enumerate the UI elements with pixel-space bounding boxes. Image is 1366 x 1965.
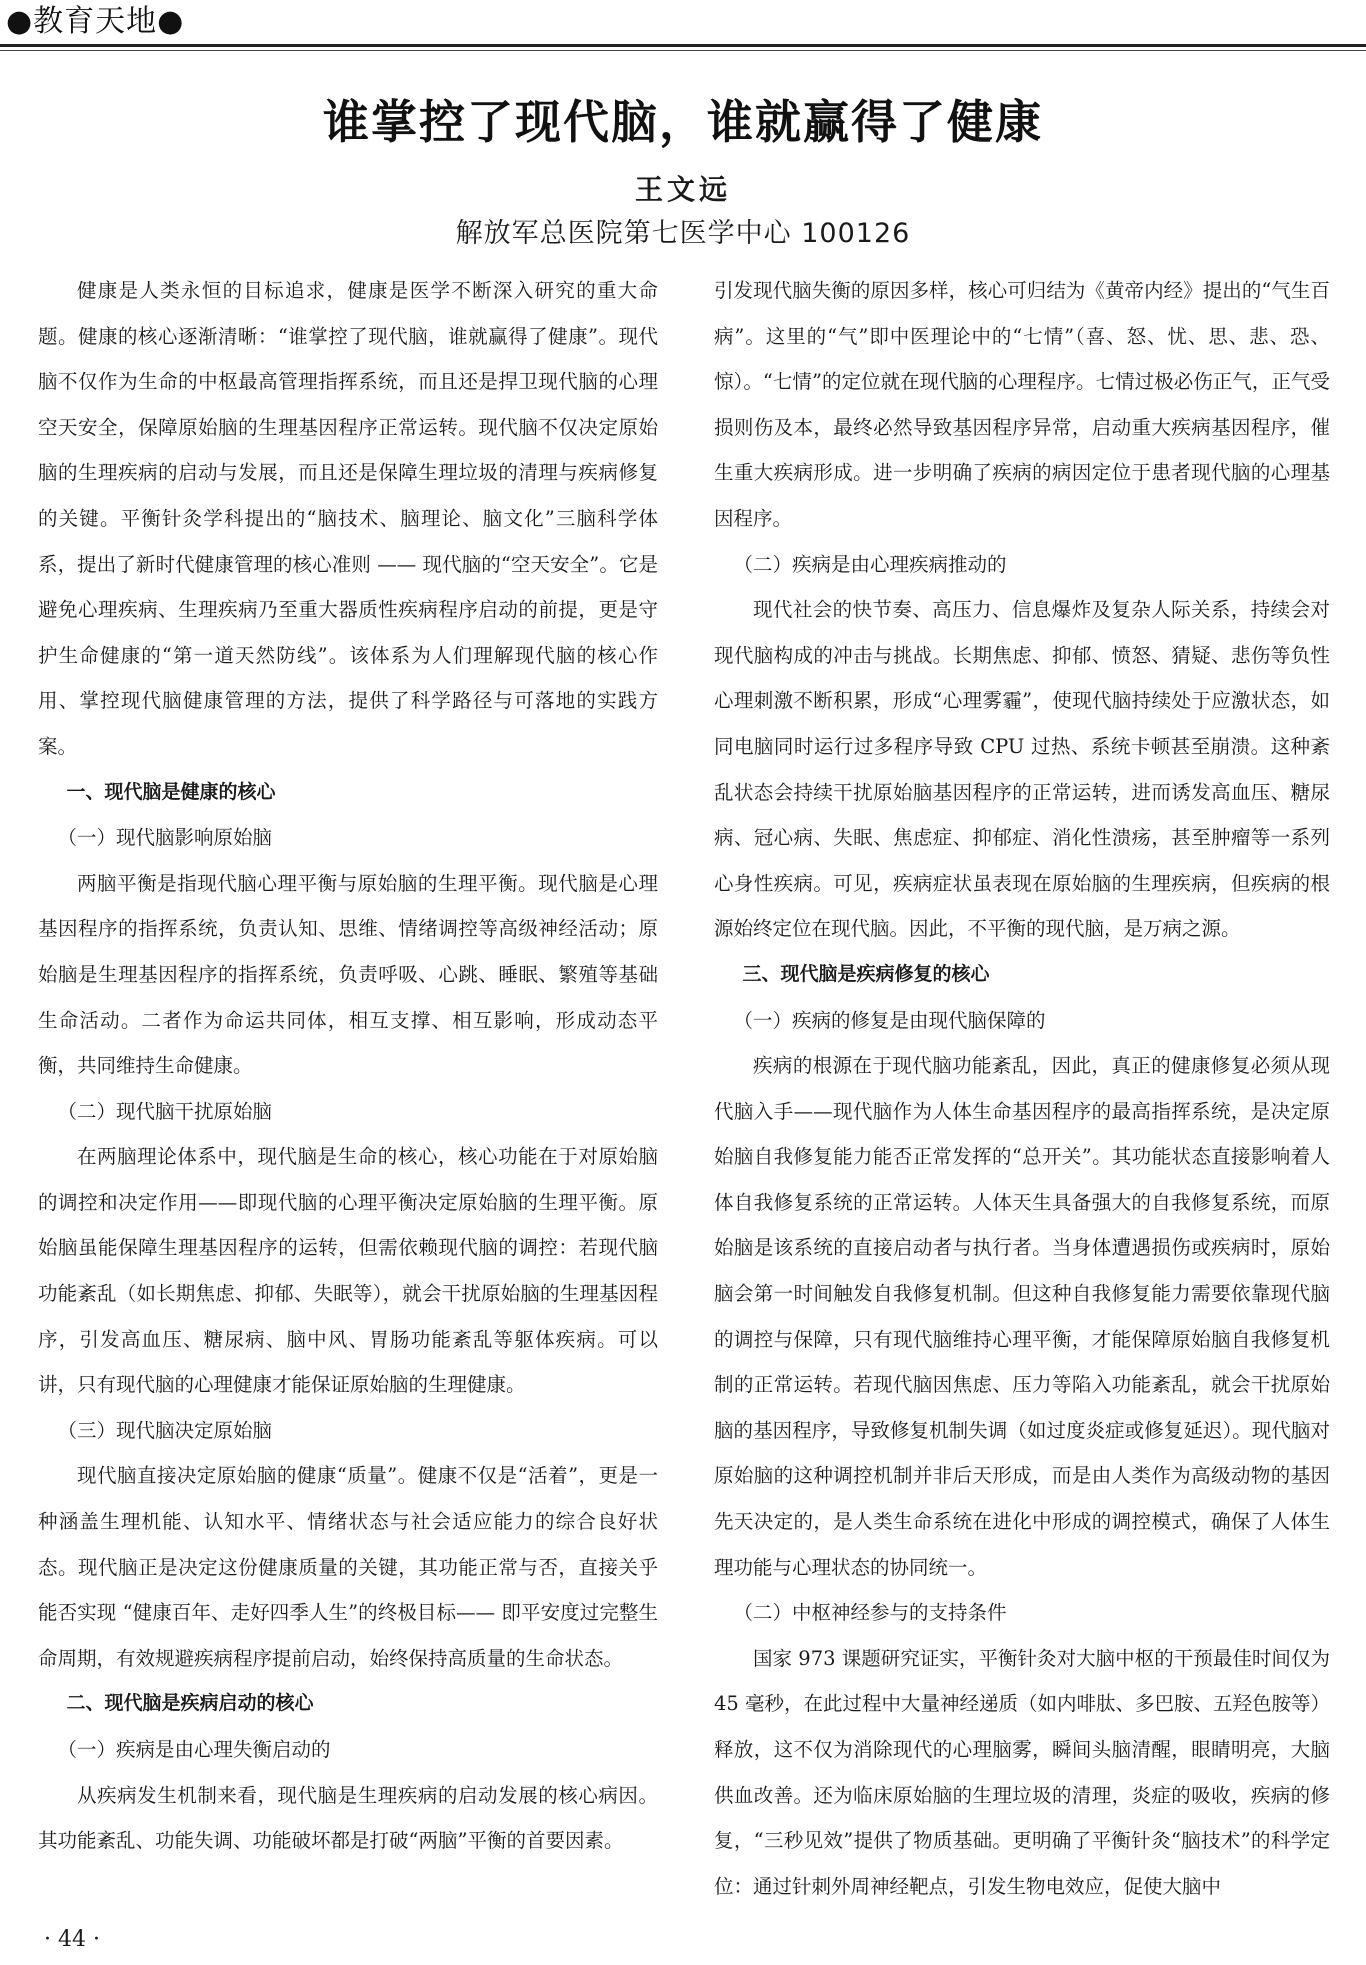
subsection-heading: （二）中枢神经参与的支持条件 [733,1601,1007,1625]
paragraph: 国家 973 课题研究证实，平衡针灸对大脑中枢的干预最佳时间仅为 45 毫秒，在此过程中大量神经递质（如内啡肽、多巴胺、五羟色胺等）释放，这不仅为消除现代的心理脑雾，瞬间头脑清醒，眼睛明亮，大脑供血改善。还为临床原始脑的生理垃圾的清理，炎症的吸收，疾病的修复，“三秒见效”提供了物质基础。更明确了平衡针灸“脑技术”的科学定位：通过针刺外周神经靶点，引发生物电效应，促使大脑中 [714,1646,1331,1898]
paragraph: 从疾病发生机制来看，现代脑是生理疾病的启动发展的核心病因。其功能紊乱、功能失调、功能破坏都是打破“两脑”平衡的首要因素。 [38,1783,658,1853]
subsection-heading: （一）疾病的修复是由现代脑保障的 [733,1008,1046,1032]
paragraph: 两脑平衡是指现代脑心理平衡与原始脑的生理平衡。现代脑是心理基因程序的指挥系统，负责认知、思维、情绪调控等高级神经活动；原始脑是生理基因程序的指挥系统，负责呼吸、心跳、睡眠、繁殖等基础生命活动。二者作为命运共同体，相互支撑、相互影响，形成动态平衡，共同维持生命健康。 [38,871,658,1078]
paragraph: 现代社会的快节奏、高压力、信息爆炸及复杂人际关系，持续会对现代脑构成的冲击与挑战。长期焦虑、抑郁、愤怒、猜疑、悲伤等负性心理刺激不断积累，形成“心理雾霾”，使现代脑持续处于应激状态，如同电脑同时运行过多程序导致 CPU 过热、系统卡顿甚至崩溃。这种紊乱状态会持续干扰原始脑基因程序的正常运转，进而诱发高血压、糖尿病、冠心病、失眠、焦虑症、抑郁症、消化性溃疡，甚至肿瘤等一系列心身性疾病。可见，疾病症状虽表现在原始脑的生理疾病，但疾病的根源始终定位在现代脑。因此，不平衡的现代脑，是万病之源。 [714,598,1330,941]
paragraph: 引发现代脑失衡的原因多样，核心可归结为《黄帝内经》提出的“气生百病”。这里的“气”即中医理论中的“七情”（喜、怒、忧、思、悲、恐、惊）。“七情”的定位就在现代脑的心理程序。七情过极必伤正气，正气受损则伤及本，最终必然导致基因程序异常，启动重大疾病基因程序，催生重大疾病形成。进一步明确了疾病的病因定位于患者现代脑的心理基因程序。 [714,279,1330,530]
author-affiliation: 解放军总医院第七医学中心 100126 [455,218,911,249]
article-title: 谁掌控了现代脑，谁就赢得了健康 [323,95,1043,149]
left-column [38,268,658,1864]
section-heading: 三、现代脑是疾病修复的核心 [742,962,990,985]
paragraph: 在两脑理论体系中，现代脑是生命的核心，核心功能在于对原始脑的调控和决定作用——即现代脑的心理平衡决定原始脑的生理平衡。原始脑虽能保障生理基因程序的运转，但需依赖现代脑的调控：若现代脑功能紊乱（如长期焦虑、抑郁、失眠等），就会干扰原始脑的生理基因程序，引发高血压、糖尿病、脑中风、胃肠功能紊乱等躯体疾病。可以讲，只有现代脑的心理健康才能保证原始脑的生理健康。 [38,1145,658,1397]
header-divider [0,44,1366,47]
paragraph: 疾病的根源在于现代脑功能紊乱，因此，真正的健康修复必须从现代脑入手——现代脑作为人体生命基因程序的最高指挥系统，是决定原始脑自我修复能力能否正常发挥的“总开关”。其功能状态直接影响着人体自我修复系统的正常运转。人体天生具备强大的自我修复系统，而原始脑是该系统的直接启动者与执行者。当身体遭遇损伤或疾病时，原始脑会第一时间触发自我修复机制。但这种自我修复能力需要依靠现代脑的调控与保障，只有现代脑维持心理平衡，才能保障原始脑自我修复机制的正常运转。若现代脑因焦虑、压力等陷入功能紊乱，就会干扰原始脑的基因程序，导致修复机制失调（如过度炎症或修复延迟）。现代脑对原始脑的这种调控机制并非后天形成，而是由人类作为高级动物的基因先天决定的，是人类生命系统在进化中形成的调控模式，确保了人体生理功能与心理状态的协同统一。 [714,1054,1330,1579]
page-number: · 44 · [44,1927,100,1952]
right-column [714,268,1330,1909]
section-label: ●教育天地● [6,4,185,39]
article-author: 王文远 [634,173,731,206]
subsection-heading: （一）疾病是由心理失衡启动的 [57,1738,331,1761]
header-divider-thin [0,50,1366,51]
paragraph: 现代脑直接决定原始脑的健康“质量”。健康不仅是“活着”，更是一种涵盖生理机能、认知水平、情绪状态与社会适应能力的综合良好状态。现代脑正是决定这份健康质量的关键，其功能正常与否，直接关乎能否实现 “健康百年、走好四季人生”的终极目标—— 即平安度过完整生命周期，有效规避疾病程序提前启动，始终保持高质量的生命状态。 [38,1464,658,1670]
subsection-heading: （二）现代脑干扰原始脑 [57,1099,273,1123]
section-heading: 一、现代脑是健康的核心 [66,780,276,803]
subsection-heading: （一）现代脑影响原始脑 [57,826,273,850]
subsection-heading: （三）现代脑决定原始脑 [57,1418,273,1442]
section-heading: 二、现代脑是疾病启动的核心 [66,1692,314,1715]
subsection-heading: （二）疾病是由心理疾病推动的 [733,552,1007,576]
paragraph: 健康是人类永恒的目标追求，健康是医学不断深入研究的重大命题。健康的核心逐渐清晰：“谁掌控了现代脑，谁就赢得了健康”。现代脑不仅作为生命的中枢最高管理指挥系统，而且还是捍卫现代脑的心理空天安全，保障原始脑的生理基因程序正常运转。现代脑不仅决定原始脑的生理疾病的启动与发展，而且还是保障生理垃圾的清理与疾病修复的关键。平衡针灸学科提出的“脑技术、脑理论、脑文化”三脑科学体系，提出了新时代健康管理的核心准则 —— 现代脑的“空天安全”。它是避免心理疾病、生理疾病乃至重大器质性疾病程序启动的前提，更是守护生命健康的“第一道天然防线”。该体系为人们理解现代脑的核心作用、掌控现代脑健康管理的方法，提供了科学路径与可落地的实践方案。 [38,279,658,758]
